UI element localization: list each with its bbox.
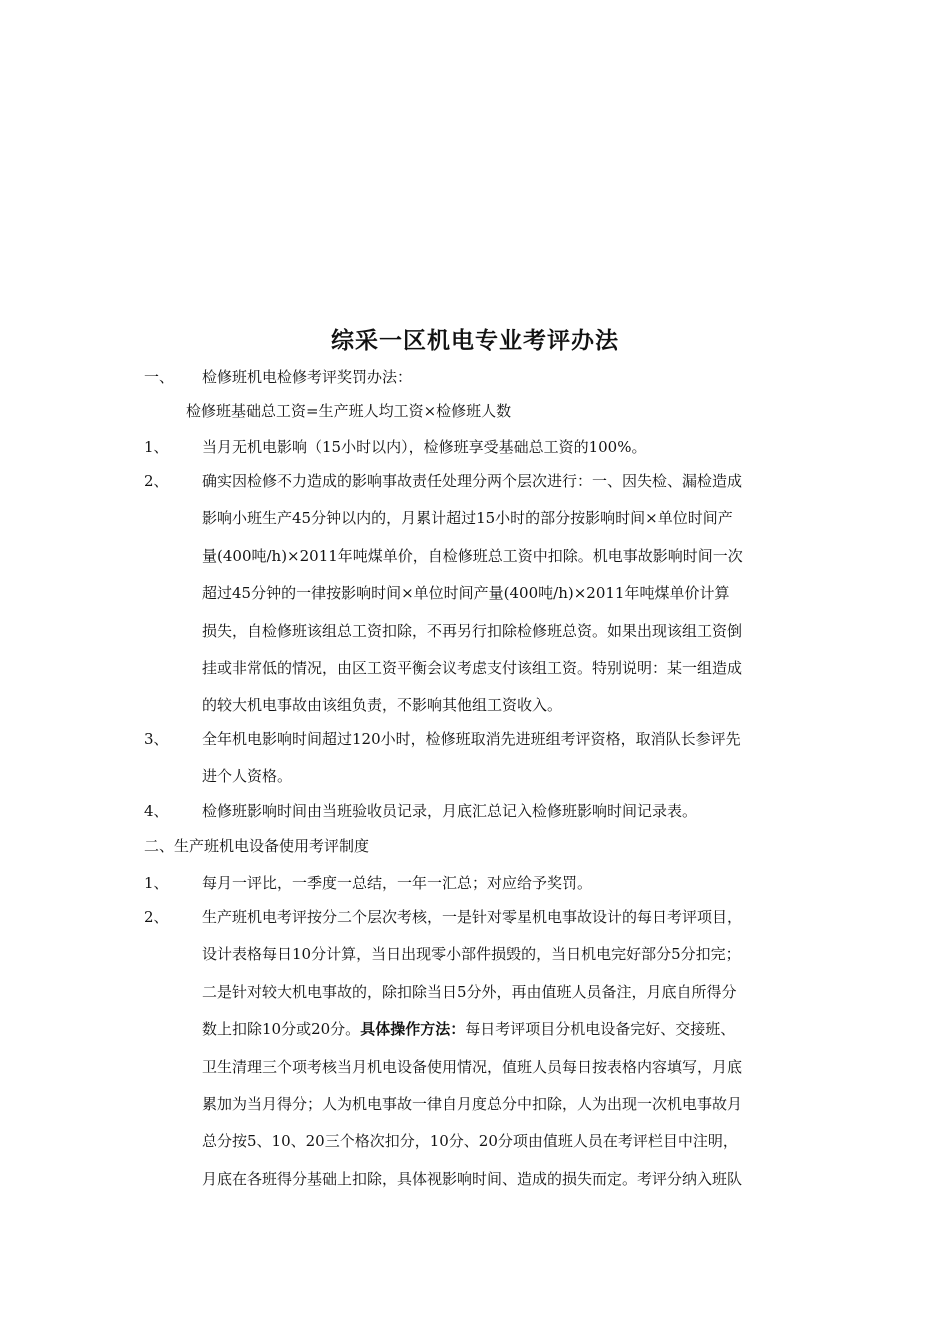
item-line: 的较大机电事故由该组负责，不影响其他组工资收入。 <box>202 696 563 715</box>
item-line: 超过45分钟的一律按影响时间×单位时间产量(400吨/h)×2011年吨煤单价计算 <box>202 584 730 603</box>
page-title: 综采一区机电专业考评办法 <box>331 327 619 354</box>
item-number: 1、 <box>144 874 169 892</box>
item-line: 确实因检修不力造成的影响事故责任处理分两个层次进行：一、因失检、漏检造成 <box>202 472 743 490</box>
item-line: 损失，自检修班该组总工资扣除，不再另行扣除检修班总资。如果出现该组工资倒 <box>202 621 743 640</box>
item-number: 2、 <box>144 472 169 490</box>
item-line: 总分按5、10、20三个格次扣分，10分、20分项由值班人员在考评栏目中注明， <box>202 1132 738 1151</box>
item-line: 全年机电影响时间超过120小时，检修班取消先进班组考评资格，取消队长参评先 <box>202 730 741 748</box>
item-line: 月底在各班得分基础上扣除，具体视影响时间、造成的损失而定。考评分纳入班队 <box>202 1169 743 1188</box>
bold-label: 具体操作方法： <box>360 1020 466 1039</box>
item-line: 当月无机电影响（15小时以内），检修班享受基础总工资的100%。 <box>202 438 647 456</box>
section-1-title: 检修班机电检修考评奖罚办法： <box>202 368 413 386</box>
item-line: 卫生清理三个项考核当月机电设备使用情况，值班人员每日按表格内容填写，月底 <box>202 1057 743 1076</box>
salary-formula: 检修班基础总工资=生产班人均工资×检修班人数 <box>186 402 512 420</box>
item-line-start: 数上扣除10分或20分。 <box>202 1020 361 1039</box>
item-number: 3、 <box>144 730 169 748</box>
item-line: 累加为当月得分；人为机电事故一律自月度总分中扣除，人为出现一次机电事故月 <box>202 1094 743 1113</box>
item-line: 挂或非常低的情况，由区工资平衡会议考虑支付该组工资。特别说明：某一组造成 <box>202 658 743 677</box>
item-line: 生产班机电考评按分二个层次考核，一是针对零星机电事故设计的每日考评项目， <box>202 908 743 926</box>
item-line: 量(400吨/h)×2011年吨煤单价，自检修班总工资中扣除。机电事故影响时间一次 <box>202 546 743 565</box>
section-1-number: 一、 <box>144 368 175 386</box>
item-number: 2、 <box>144 908 169 926</box>
item-line-tail: 每日考评项目分机电设备完好、交接班、 <box>465 1020 736 1039</box>
item-line: 每月一评比，一季度一总结，一年一汇总；对应给予奖罚。 <box>202 874 593 892</box>
item-number: 1、 <box>144 438 169 456</box>
section-2-heading: 二、生产班机电设备使用考评制度 <box>144 837 370 855</box>
item-line: 影响小班生产45分钟以内的，月累计超过15小时的部分按影响时间×单位时间产 <box>202 509 733 528</box>
item-line-mixed <box>202 1018 814 1055</box>
item-line: 检修班影响时间由当班验收员记录，月底汇总记入检修班影响时间记录表。 <box>202 802 698 820</box>
item-line: 进个人资格。 <box>202 767 293 786</box>
item-number: 4、 <box>144 802 169 820</box>
item-line: 设计表格每日10分计算，当日出现零小部件损毁的，当日机电完好部分5分扣完； <box>202 945 741 964</box>
item-line: 二是针对较大机电事故的，除扣除当日5分外，再由值班人员备注，月底自所得分 <box>202 982 737 1001</box>
